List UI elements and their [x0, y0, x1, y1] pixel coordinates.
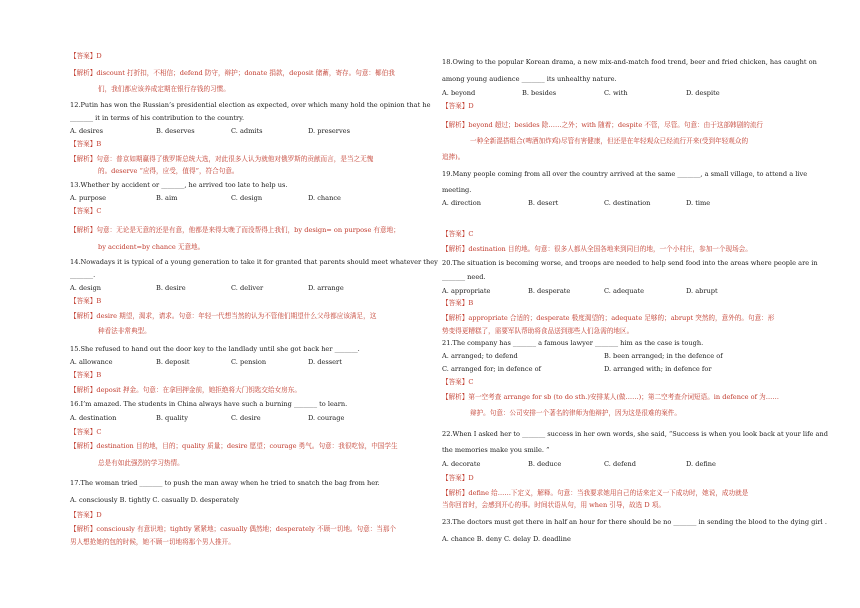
- question-14-line1: 14.Nowadays it is typical of a young generation to take it for granted that parents should meet whatever they: [70, 258, 438, 266]
- question-22-explanation-line2: 当你回首时，会感到开心的事。时间状语从句，用 when 引导，故选 D 项。: [442, 501, 665, 509]
- option-d: D. define: [686, 460, 716, 468]
- question-20-line2: _______ need.: [442, 273, 486, 281]
- option-d: D. dessert: [308, 358, 342, 366]
- question-18-explanation-line2: 一种全新混搭组合(啤酒加炸鸡)尽管有害健康，但还是在年轻观众已经流行开来(受到年轻观众的: [470, 137, 749, 145]
- question-15-line1: 15.She refused to hand out the door key to the landlady until she got back her _______.: [70, 345, 360, 353]
- option-b: B. been arranged; in the defence of: [604, 352, 723, 360]
- question-12-explanation-line1: 【解析】句意：普京如期赢得了俄罗斯总统大选，对此很多人认为就他对俄罗斯的贡献而言，是当之无愧: [70, 155, 374, 163]
- question-21-explanation-line1: 【解析】第一空考查 arrange for sb (to do sth.)安排某人(做……)；第二空考查介词短语。in defence of 为……: [442, 393, 779, 401]
- option-a: A. purpose: [70, 194, 107, 202]
- option-c: C. design: [231, 194, 263, 202]
- question-19-answer: 【答案】C: [442, 230, 474, 238]
- question-19-line2: meeting.: [442, 186, 472, 194]
- question-13-explanation-line2: by accident=by chance 无意地。: [98, 243, 205, 251]
- option-a: A. decorate: [442, 460, 481, 468]
- option-b: B. desperate: [528, 287, 571, 295]
- option-c: C. admits: [231, 127, 263, 135]
- option-a: A. arranged; to defend: [442, 352, 518, 360]
- question-20-explanation-line1: 【解析】appropriate 合适的；desperate 极度渴望的；adequate 足够的；abrupt 突然的，意外的。句意：形: [442, 314, 775, 322]
- question-17-options: A. consciously B. tightly C. casually D. desperately: [70, 496, 239, 504]
- option-c: C. desire: [231, 414, 261, 422]
- question-22-line2: the memories make you smile. ”: [442, 446, 550, 454]
- question-16-explanation-line1: 【解析】destination 目的地，目的；quality 质量；desire 愿望；courage 勇气。句意：我很吃惊，中国学生: [70, 442, 398, 450]
- question-16-explanation-line2: 总是有如此强烈的学习热情。: [98, 459, 184, 467]
- option-d: D. arranged with; in defence for: [604, 365, 712, 373]
- option-c: C. deliver: [231, 284, 264, 292]
- option-d: D. arrange: [308, 284, 344, 292]
- question-14-explanation-line1: 【解析】desire 期望，渴求，请求。句意：年轻一代想当然的认为不管他们期望什么父母都应该满足，这: [70, 312, 377, 320]
- question-14-explanation-line2: 种看法非常典型。: [98, 327, 151, 335]
- option-a: A. appropriate: [442, 287, 491, 295]
- question-21-line1: 21.The company has _______ a famous lawyer _______ him as the case is tough.: [442, 339, 704, 347]
- option-d: D. abrupt: [686, 287, 718, 295]
- option-b: B. deposit: [156, 358, 190, 366]
- question-14-line2: _______.: [70, 271, 96, 279]
- answer-prev: 【答案】D: [70, 52, 102, 60]
- question-17-explanation-line1: 【解析】consciously 有意识地；tightly 紧紧地；casually 偶然地；desperately 不顾一切地。句意：当那个: [70, 525, 397, 533]
- question-20-line1: 20.The situation is becoming worse, and troops are needed to help send food into the areas where people are in: [442, 259, 818, 267]
- option-a: A. destination: [70, 414, 117, 422]
- question-19-line1: 19.Many people coming from all over the country arrived at the same _______, a small village, to attend a live: [442, 170, 808, 178]
- question-22-explanation-line1: 【解析】define 给……下定义，解释。句意：当我要求她用自己的话来定义一下成功时，她说，成功就是: [442, 489, 749, 497]
- option-c: C. pension: [231, 358, 267, 366]
- option-c: C. defend: [604, 460, 636, 468]
- question-13-explanation-line1: 【解析】句意：无论是无意的还是有意，他都是来得太晚了而没帮得上我们，by design= on purpose 有意地；: [70, 226, 400, 234]
- question-19-explanation-line1: 【解析】destination 目的地。句意：很多人都从全国各地来到同目的地，一个小村庄，参加一个现场会。: [442, 245, 752, 253]
- question-15-explanation-line1: 【解析】deposit 押金。句意：在拿回押金前，她拒绝将大门钥匙交给女房东。: [70, 386, 301, 394]
- option-b: B. desire: [156, 284, 186, 292]
- option-a: A. allowance: [70, 358, 113, 366]
- option-a: A. beyond: [442, 89, 476, 97]
- question-22-line1: 22.When I asked her to _______ success in her own words, she said, “Success is when you look back at your life and: [442, 430, 828, 438]
- question-18-line1: 18.Owing to the popular Korean drama, a new mix-and-match food trend, beer and fried chicken, has caught on: [442, 58, 817, 66]
- question-18-answer: 【答案】D: [442, 102, 474, 110]
- explanation-prev-line2: 们，我们都应该养成定期在银行存钱的习惯。: [98, 85, 230, 93]
- question-17-explanation-line2: 男人想抢她的包的时候，她不顾一切地将那个男人推开。: [70, 538, 235, 546]
- option-d: D. time: [686, 199, 711, 207]
- option-c: C. adequate: [604, 287, 645, 295]
- question-17-line1: 17.The woman tried _______ to push the man away when he tried to snatch the bag from her.: [70, 479, 380, 487]
- question-13-answer: 【答案】C: [70, 207, 102, 215]
- question-21-answer: 【答案】C: [442, 378, 474, 386]
- option-b: B. deduce: [528, 460, 562, 468]
- question-16-answer: 【答案】C: [70, 428, 102, 436]
- question-23-options: A. chance B. deny C. delay D. deadline: [442, 535, 571, 543]
- question-16-line1: 16.I’m amazed. The students in China always have such a burning _______ to learn.: [70, 400, 348, 408]
- option-d: D. preserves: [308, 127, 350, 135]
- option-b: B. deserves: [156, 127, 195, 135]
- question-18-explanation-line1: 【解析】beyond 超过；besides 除……之外；with 随着；despite 不管，尽管。句意：由于这部韩剧的流行: [442, 121, 764, 129]
- question-12-line2: _______ it in terms of his contribution to the country.: [70, 114, 245, 122]
- question-20-answer: 【答案】B: [442, 299, 474, 307]
- question-18-explanation-line3: 追捧)。: [442, 153, 465, 161]
- question-15-answer: 【答案】B: [70, 371, 102, 379]
- question-12-line1: 12.Putin has won the Russian’s presidential election as expected, over which many hold the opinion that he: [70, 101, 431, 109]
- option-c: C. with: [604, 89, 628, 97]
- option-c: C. destination: [604, 199, 651, 207]
- question-12-answer: 【答案】B: [70, 140, 102, 148]
- question-18-line2: among young audience _______ its unhealthy nature.: [442, 75, 617, 83]
- option-b: B. aim: [156, 194, 178, 202]
- question-21-explanation-line2: 辩护。句意：公司安排一个著名的律师为他辩护，因为这是很难的案件。: [470, 409, 681, 417]
- option-d: D. chance: [308, 194, 341, 202]
- question-20-explanation-line2: 势变得更糟糕了，需要军队帮助将食品送到那些人们急需的地区。: [442, 327, 634, 335]
- option-d: D. despite: [686, 89, 720, 97]
- question-13-line1: 13.Whether by accident or _______, he arrived too late to help us.: [70, 181, 288, 189]
- option-c: C. arranged for; in defence of: [442, 365, 541, 373]
- question-17-answer: 【答案】D: [70, 511, 102, 519]
- question-22-answer: 【答案】D: [442, 474, 474, 482]
- explanation-prev-line1: 【解析】discount 打折扣，不相信；defend 防守，辩护；donate 捐款，deposit 储蓄，寄存。句意：椰伯我: [70, 69, 395, 77]
- option-a: A. desires: [70, 127, 104, 135]
- option-d: D. courage: [308, 414, 345, 422]
- option-b: B. besides: [522, 89, 557, 97]
- option-a: A. design: [70, 284, 102, 292]
- option-a: A. direction: [442, 199, 482, 207]
- option-b: B. desert: [528, 199, 559, 207]
- question-12-explanation-line2: 的。deserve “应得，应受，值得”，符合句意。: [98, 167, 239, 175]
- option-b: B. quality: [156, 414, 189, 422]
- question-23-line1: 23.The doctors must get there in half an hour for there should be no _______ in sending the blood to the dying girl .: [442, 518, 827, 526]
- question-14-answer: 【答案】B: [70, 297, 102, 305]
